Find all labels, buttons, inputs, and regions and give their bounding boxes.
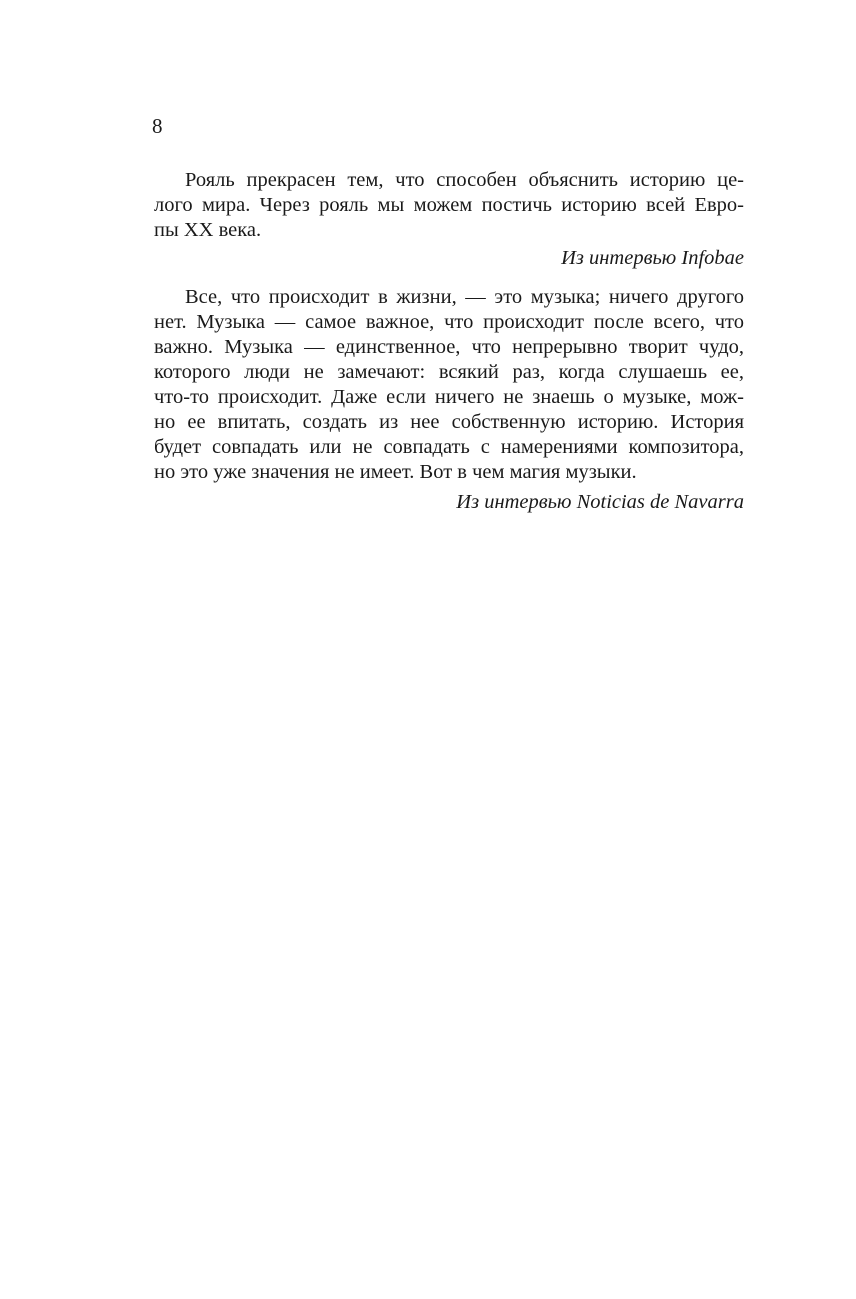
quote-line: лого мира. Через рояль мы можем постичь историю всей Евро- — [154, 194, 744, 216]
quote-line: важно. Музыка — единственное, что непрерывно творит чудо, — [154, 336, 744, 358]
quote-block — [154, 168, 744, 271]
quote-line: но ее впитать, создать из нее собственную историю. История — [154, 411, 744, 433]
quote-line: которого люди не замечают: всякий раз, когда слушаешь ее, — [154, 361, 744, 383]
quote-line: нет. Музыка — самое важное, что происходит после всего, что — [154, 311, 744, 333]
quote-line: Все, что происходит в жизни, — это музыка; ничего другого — [185, 286, 744, 308]
quote-block — [154, 285, 744, 515]
quote-line: пы XX века. — [154, 219, 262, 241]
quote-line: Рояль прекрасен тем, что способен объяснить историю це- — [185, 169, 744, 191]
quote-line: будет совпадать или не совпадать с намерениями композитора, — [154, 436, 744, 458]
quote-source: Из интервью Infobae — [561, 247, 744, 269]
quote-line: что-то происходит. Даже если ничего не знаешь о музыке, мож- — [154, 386, 744, 408]
quote-source: Из интервью Noticias de Navarra — [456, 491, 744, 513]
page-number: 8 — [152, 114, 163, 138]
quote-line: но это уже значения не имеет. Вот в чем магия музыки. — [154, 461, 637, 483]
